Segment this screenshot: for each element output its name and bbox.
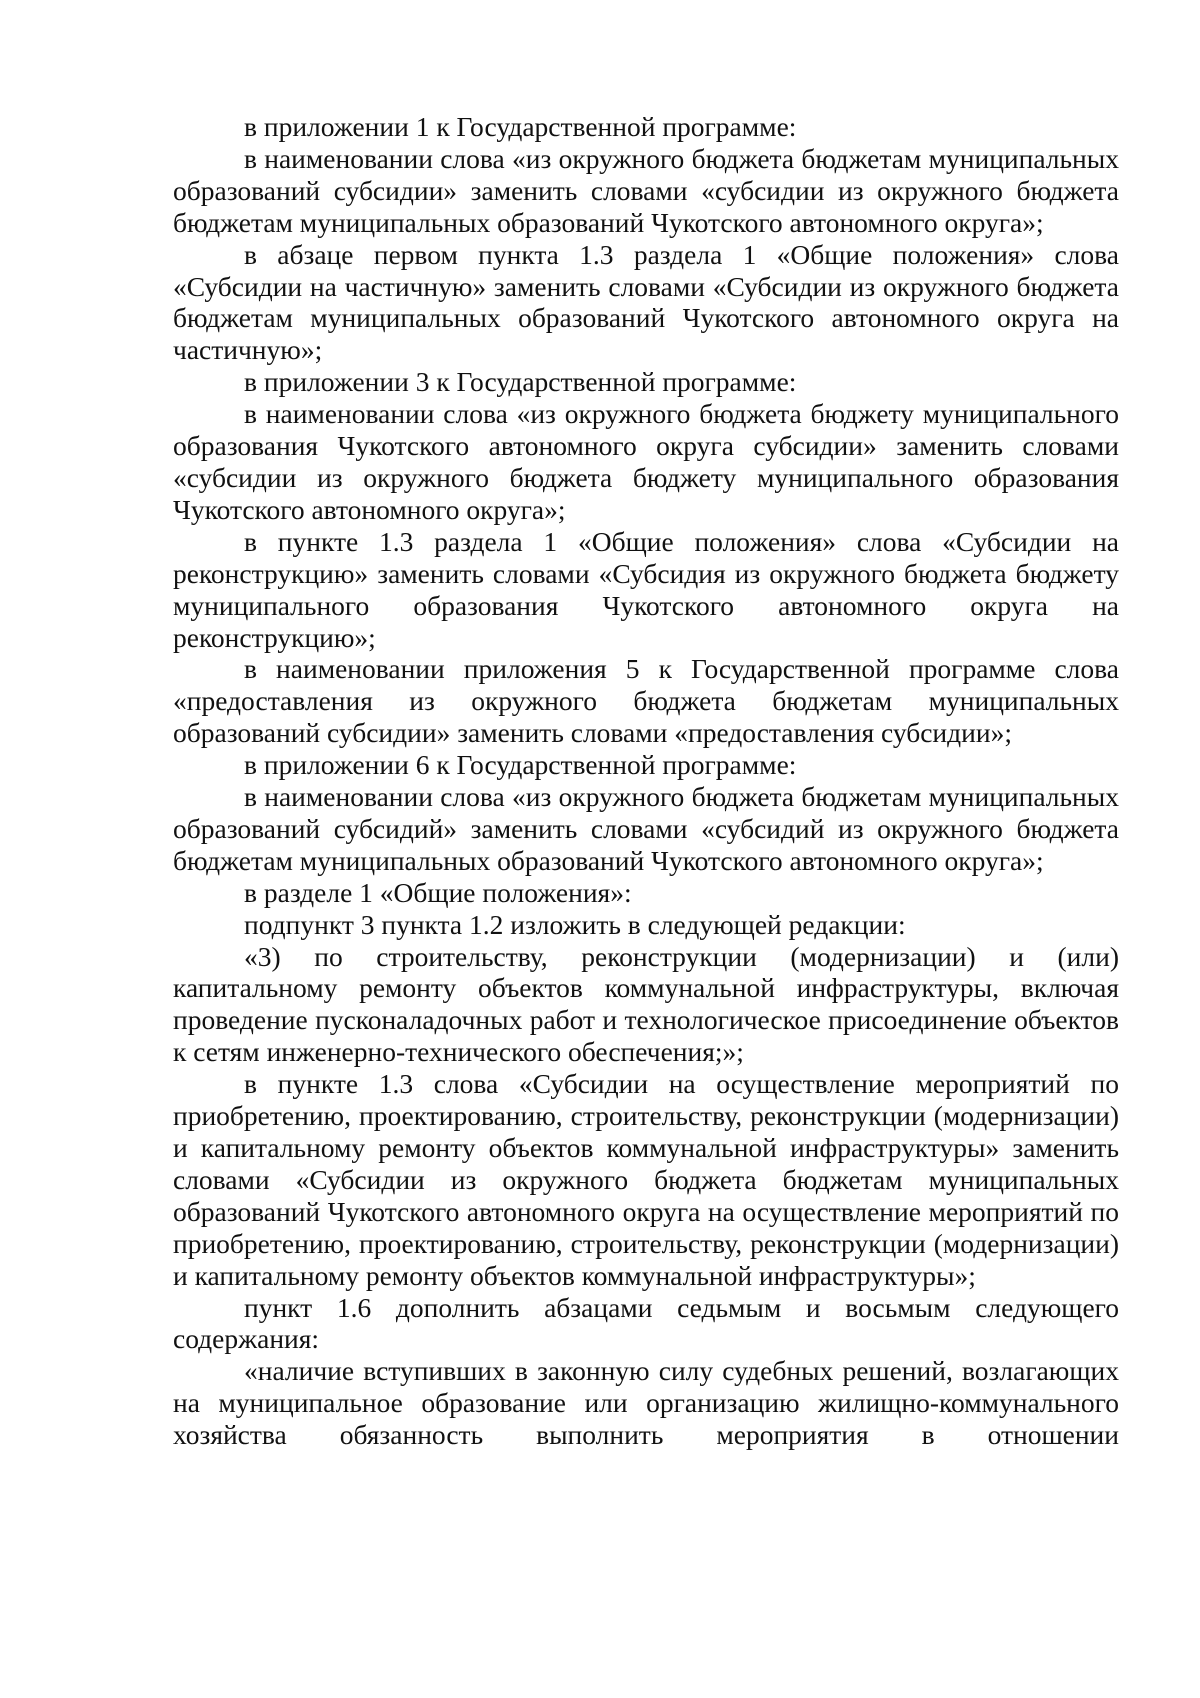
paragraph-appendix-6-heading: в приложении 6 к Государственной программе: — [244, 749, 797, 781]
paragraph-item-1-6-new-text: «наличие вступивших в законную силу судебных решений, возлагающих на муниципальное образование или организацию жилищно-коммунального хозяйства обязанность выполнить мероприятия в отношении — [173, 1355, 1119, 1451]
paragraph-appendix-3-title-change: в наименовании слова «из окружного бюджета бюджету муниципального образования Чукотского автономного округа субсидии» заменить словами «субсидии из окружного бюджета бюджету муниципального образования Чукотского автономного округа»; — [173, 398, 1119, 525]
paragraph-section-1-heading: в разделе 1 «Общие положения»: — [244, 876, 632, 908]
paragraph-subitem-3-item-1-2: подпункт 3 пункта 1.2 изложить в следующей редакции: — [244, 908, 906, 940]
paragraph-appendix-5-title-change: в наименовании приложения 5 к Государственной программе слова «предоставления из окружного бюджета бюджетам муниципальных образований субсидии» заменить словами «предоставления субсидии»; — [173, 653, 1119, 749]
paragraph-appendix-3-item-1-3: в пункте 1.3 раздела 1 «Общие положения» слова «Субсидии на реконструкцию» заменить словами «Субсидия из окружного бюджета бюджету муниципального образования Чукотского автономного округа на реконструкцию»; — [173, 525, 1119, 653]
paragraph-appendix-1-heading: в приложении 1 к Государственной программе: — [244, 111, 797, 142]
paragraph-appendix-1-title-change: в наименовании слова «из окружного бюджета бюджетам муниципальных образований субсидии» заменить словами «субсидии из окружного бюджета бюджетам муниципальных образований Чукотского автономного округа»; — [173, 142, 1119, 238]
paragraph-appendix-1-item-1-3: в абзаце первом пункта 1.3 раздела 1 «Общие положения» слова «Субсидии на частичную» заменить словами «Субсидии из окружного бюджета бюджетам муниципальных образований Чукотского автономного округа на частичную»; — [173, 238, 1119, 366]
paragraph-item-1-6-addition: пункт 1.6 дополнить абзацами седьмым и восьмым следующего содержания: — [173, 1291, 1119, 1355]
paragraph-appendix-6-title-change: в наименовании слова «из окружного бюджета бюджетам муниципальных образований субсидий» заменить словами «субсидий из окружного бюджета бюджетам муниципальных образований Чукотского автономного округа»; — [173, 781, 1119, 876]
paragraph-subitem-3-new-text: «3) по строительству, реконструкции (модернизации) и (или) капитальному ремонту объектов коммунальной инфраструктуры, включая проведение пусконаладочных работ и технологическое присоединение объектов к сетям инженерно-технического обеспечения;»; — [173, 940, 1119, 1068]
paragraph-item-1-3-change: в пункте 1.3 слова «Субсидии на осуществление мероприятий по приобретению, проектированию, строительству, реконструкции (модернизации) и капитальному ремонту объектов коммунальной инфраструктуры» заменить словами «Субсидии из окружного бюджета бюджетам муниципальных образований Чукотского автономного округа на осуществление мероприятий по приобретению, проектированию, строительству, реконструкции (модернизации) и капитальному ремонту объектов коммунальной инфраструктуры»; — [173, 1068, 1119, 1291]
document-body — [173, 111, 1119, 1451]
paragraph-appendix-3-heading: в приложении 3 к Государственной программе: — [244, 366, 797, 398]
